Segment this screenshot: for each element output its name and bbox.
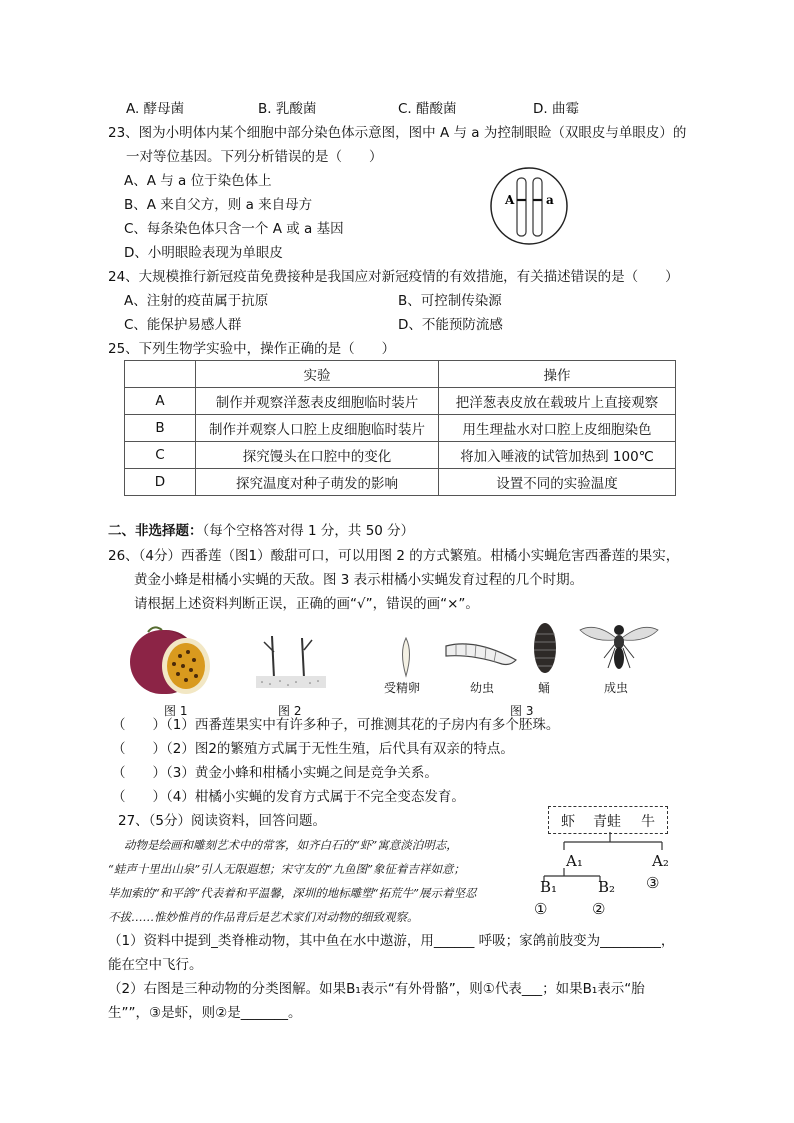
animal-box [548,806,668,834]
box-shrimp: 虾 [561,814,575,830]
q27-sub1-line1: （1）资料中提到_类脊椎动物，其中鱼在水中遨游，用______ 呼吸；家鸽前肢变为_________， [108,933,675,949]
table-header-cell [125,361,196,388]
q26-statement-1: （ ）（1）西番莲果实中有许多种子，可推测其花的子房内有多个胚珠。 [112,717,560,733]
table-cell: B [125,415,196,442]
table-cell: D [125,469,196,496]
table-cell: 制作并观察洋葱表皮细胞临时装片 [196,388,439,415]
q27-passage-line2: “蛙声十里出山泉”引人无限遐想；宋守友的“九鱼图”象征着吉祥如意； [108,862,466,876]
table-cell: 制作并观察人口腔上皮细胞临时装片 [196,415,439,442]
table-cell: 把洋葱表皮放在载玻片上直接观察 [439,388,676,415]
table-row [125,388,676,415]
table-header-cell: 实验 [196,361,439,388]
q23-option-d: D、小明眼睑表现为单眼皮 [124,245,283,261]
table-cell: 用生理盐水对口腔上皮细胞染色 [439,415,676,442]
stage-pupa-label: 蛹 [538,681,551,695]
q23-stem-line2: 一对等位基因。下列分析错误的是（ ） [126,149,383,165]
q27-passage-line1: 动物是绘画和雕刻艺术中的常客，如齐白石的“虾”寓意淡泊明志， [124,838,458,852]
gene-small-a-label: a [546,193,554,207]
gene-big-a-label: A [505,193,515,207]
q23-option-a: A、A 与 a 位于染色体上 [124,173,272,189]
q27-sub1-line2: 能在空中飞行。 [108,957,203,973]
q26-stem-line3: 请根据上述资料判断正误，正确的画“√”，错误的画“×”。 [134,596,479,612]
egg-image [396,636,416,678]
section-note: （每个空格答对得 1 分，共 50 分） [202,523,415,539]
chromosome-diagram [488,164,572,248]
table-cell: C [125,442,196,469]
q23-option-c: C、每条染色体只含一个 A 或 a 基因 [124,221,344,237]
grafting-figure [252,626,330,692]
q22-option-c: C. 醋酸菌 [398,101,457,117]
node-b2: B₂ [598,878,616,896]
q24-option-c: C、能保护易感人群 [124,317,242,333]
node-b1: B₁ [540,878,558,896]
stage-adult-label: 成虫 [604,681,629,695]
q27-passage-line3: 毕加索的“和平鸽”代表着和平温馨，深圳的地标雕塑“拓荒牛”展示着坚忍 [108,886,477,900]
q27-stem: 27、（5分）阅读资料，回答问题。 [118,813,327,829]
table-cell: A [125,388,196,415]
node-a2: A₂ [652,852,669,870]
node-2: ② [592,900,606,918]
pupa-image [530,620,560,676]
q23-option-b: B、A 来自父方，则 a 来自母方 [124,197,313,213]
q26-statement-3: （ ）（3）黄金小蜂和柑橘小实蝇之间是竞争关系。 [112,765,438,781]
table-cell: 设置不同的实验温度 [439,469,676,496]
q27-passage-line4: 不拔……惟妙惟肖的作品背后是艺术家们对动物的细致观察。 [108,910,419,924]
stage-larva-label: 幼虫 [470,681,495,695]
node-1: ① [534,900,548,918]
experiment-table [124,360,676,496]
section-heading [108,522,414,540]
adult-fly-image [578,612,660,676]
q26-statement-4: （ ）（4）柑橘小实蝇的发育方式属于不完全变态发育。 [112,789,465,805]
node-3: ③ [646,874,660,892]
q22-option-a: A. 酵母菌 [126,101,185,117]
q24-option-a: A、注射的疫苗属于抗原 [124,293,269,309]
section-title: 二、非选择题： [108,523,203,539]
q23-stem-line1: 23、图为小明体内某个细胞中部分染色体示意图，图中 A 与 a 为控制眼睑（双眼皮与单眼皮）的 [108,125,687,141]
fig1-caption: 图 1 [164,704,188,718]
q25-stem: 25、下列生物学实验中，操作正确的是（ ） [108,341,396,357]
stage-egg-label: 受精卵 [384,681,421,695]
q26-stem-line1: 26、（4分）西番莲（图1）酸甜可口，可以用图 2 的方式繁殖。柑橘小实蝇危害西番莲的果实， [108,548,680,564]
box-cow: 牛 [641,814,655,830]
fig3-caption: 图 3 [510,704,534,718]
fig2-caption: 图 2 [278,704,302,718]
box-frog: 青蛙 [593,814,621,830]
table-row [125,415,676,442]
table-cell: 探究馒头在口腔中的变化 [196,442,439,469]
q27-sub2-line2: 生””，③是虾，则②是_______。 [108,1005,302,1021]
table-header-cell: 操作 [439,361,676,388]
q24-stem: 24、大规模推行新冠疫苗免费接种是我国应对新冠疫情的有效措施，有关描述错误的是（ ） [108,269,679,285]
table-row [125,442,676,469]
node-a1: A₁ [566,852,583,870]
q26-stem-line2: 黄金小蜂是柑橘小实蝇的天敌。图 3 表示柑橘小实蝇发育过程的几个时期。 [134,572,584,588]
table-header-row [125,361,676,388]
q26-statement-2: （ ）（2）图2的繁殖方式属于无性生殖，后代具有双亲的特点。 [112,741,514,757]
table-cell: 探究温度对种子萌发的影响 [196,469,439,496]
q24-option-d: D、不能预防流感 [398,317,503,333]
q22-option-b: B. 乳酸菌 [258,101,317,117]
passion-fruit-image [128,622,220,698]
q24-option-b: B、可控制传染源 [398,293,502,309]
q22-option-d: D. 曲霉 [533,101,579,117]
table-row [125,469,676,496]
larva-image [442,636,520,670]
q27-sub2-line1: （2）右图是三种动物的分类图解。如果B₁表示“有外骨骼”，则①代表___；如果B₁表示“胎 [108,981,645,997]
table-cell: 将加入唾液的试管加热到 100℃ [439,442,676,469]
